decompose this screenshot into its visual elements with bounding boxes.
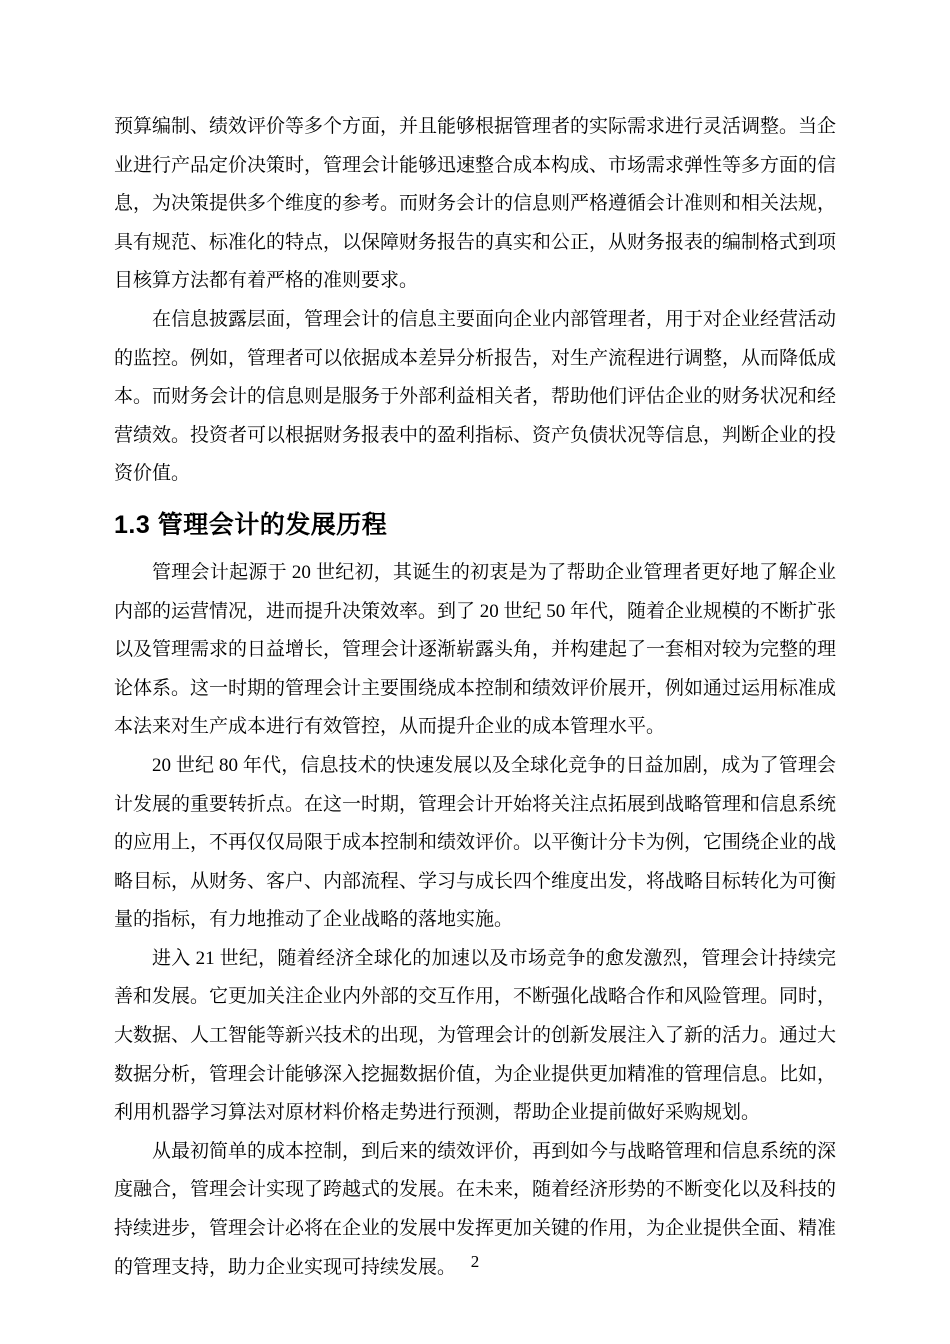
body-paragraph-continued: 预算编制、绩效评价等多个方面，并且能够根据管理者的实际需求进行灵活调整。当企业进行产品定价决策时，管理会计能够迅速整合成本构成、市场需求弹性等多方面的信息，为决策提供多个维度的参考。而财务会计的信息则严格遵循会计准则和相关法规，具有规范、标准化的特点，以保障财务报告的真实和公正，从财务报表的编制格式到项目核算方法都有着严格的准则要求。 xyxy=(114,116,837,292)
section-heading: 1.3 管理会计的发展历程 xyxy=(114,510,388,539)
page-number: 2 xyxy=(470,1252,480,1271)
body-paragraph: 管理会计起源于 20 世纪初，其诞生的初衷是为了帮助企业管理者更好地了解企业内部的运营情况，进而提升决策效率。到了 20 世纪 50 年代，随着企业规模的不断扩张以及管理需求的日益增长，管理会计逐渐崭露头角，并构建起了一套相对较为完整的理论体系。这一时期的管理会计主要围绕成本控制和绩效评价展开，例如通过运用标准成本法来对生产成本进行有效管控，从而提升企业的成本管理水平。 xyxy=(114,561,837,738)
body-paragraph: 20 世纪 80 年代，信息技术的快速发展以及全球化竞争的日益加剧，成为了管理会计发展的重要转折点。在这一时期，管理会计开始将关注点拓展到战略管理和信息系统的应用上，不再仅仅局限于成本控制和绩效评价。以平衡计分卡为例，它围绕企业的战略目标，从财务、客户、内部流程、学习与成长四个维度出发，将战略目标转化为可衡量的指标，有力地推动了企业战略的落地实施。 xyxy=(114,754,837,931)
page-body xyxy=(114,108,836,1287)
body-paragraph: 进入 21 世纪，随着经济全球化的加速以及市场竞争的愈发激烈，管理会计持续完善和发展。它更加关注企业内外部的交互作用，不断强化战略合作和风险管理。同时，大数据、人工智能等新兴技术的出现，为管理会计的创新发展注入了新的活力。通过大数据分析，管理会计能够深入挖掘数据价值，为企业提供更加精准的管理信息。比如，利用机器学习算法对原材料价格走势进行预测，帮助企业提前做好采购规划。 xyxy=(114,947,837,1124)
body-paragraph: 从最初简单的成本控制，到后来的绩效评价，再到如今与战略管理和信息系统的深度融合，管理会计实现了跨越式的发展。在未来，随着经济形势的不断变化以及科技的持续进步，管理会计必将在企业的发展中发挥更加关键的作用，为企业提供全面、精准的管理支持，助力企业实现可持续发展。 xyxy=(114,1140,837,1278)
body-paragraph: 在信息披露层面，管理会计的信息主要面向企业内部管理者，用于对企业经营活动的监控。例如，管理者可以依据成本差异分析报告，对生产流程进行调整，从而降低成本。而财务会计的信息则是服务于外部利益相关者，帮助他们评估企业的财务状况和经营绩效。投资者可以根据财务报表中的盈利指标、资产负债状况等信息，判断企业的投资价值。 xyxy=(114,308,837,485)
